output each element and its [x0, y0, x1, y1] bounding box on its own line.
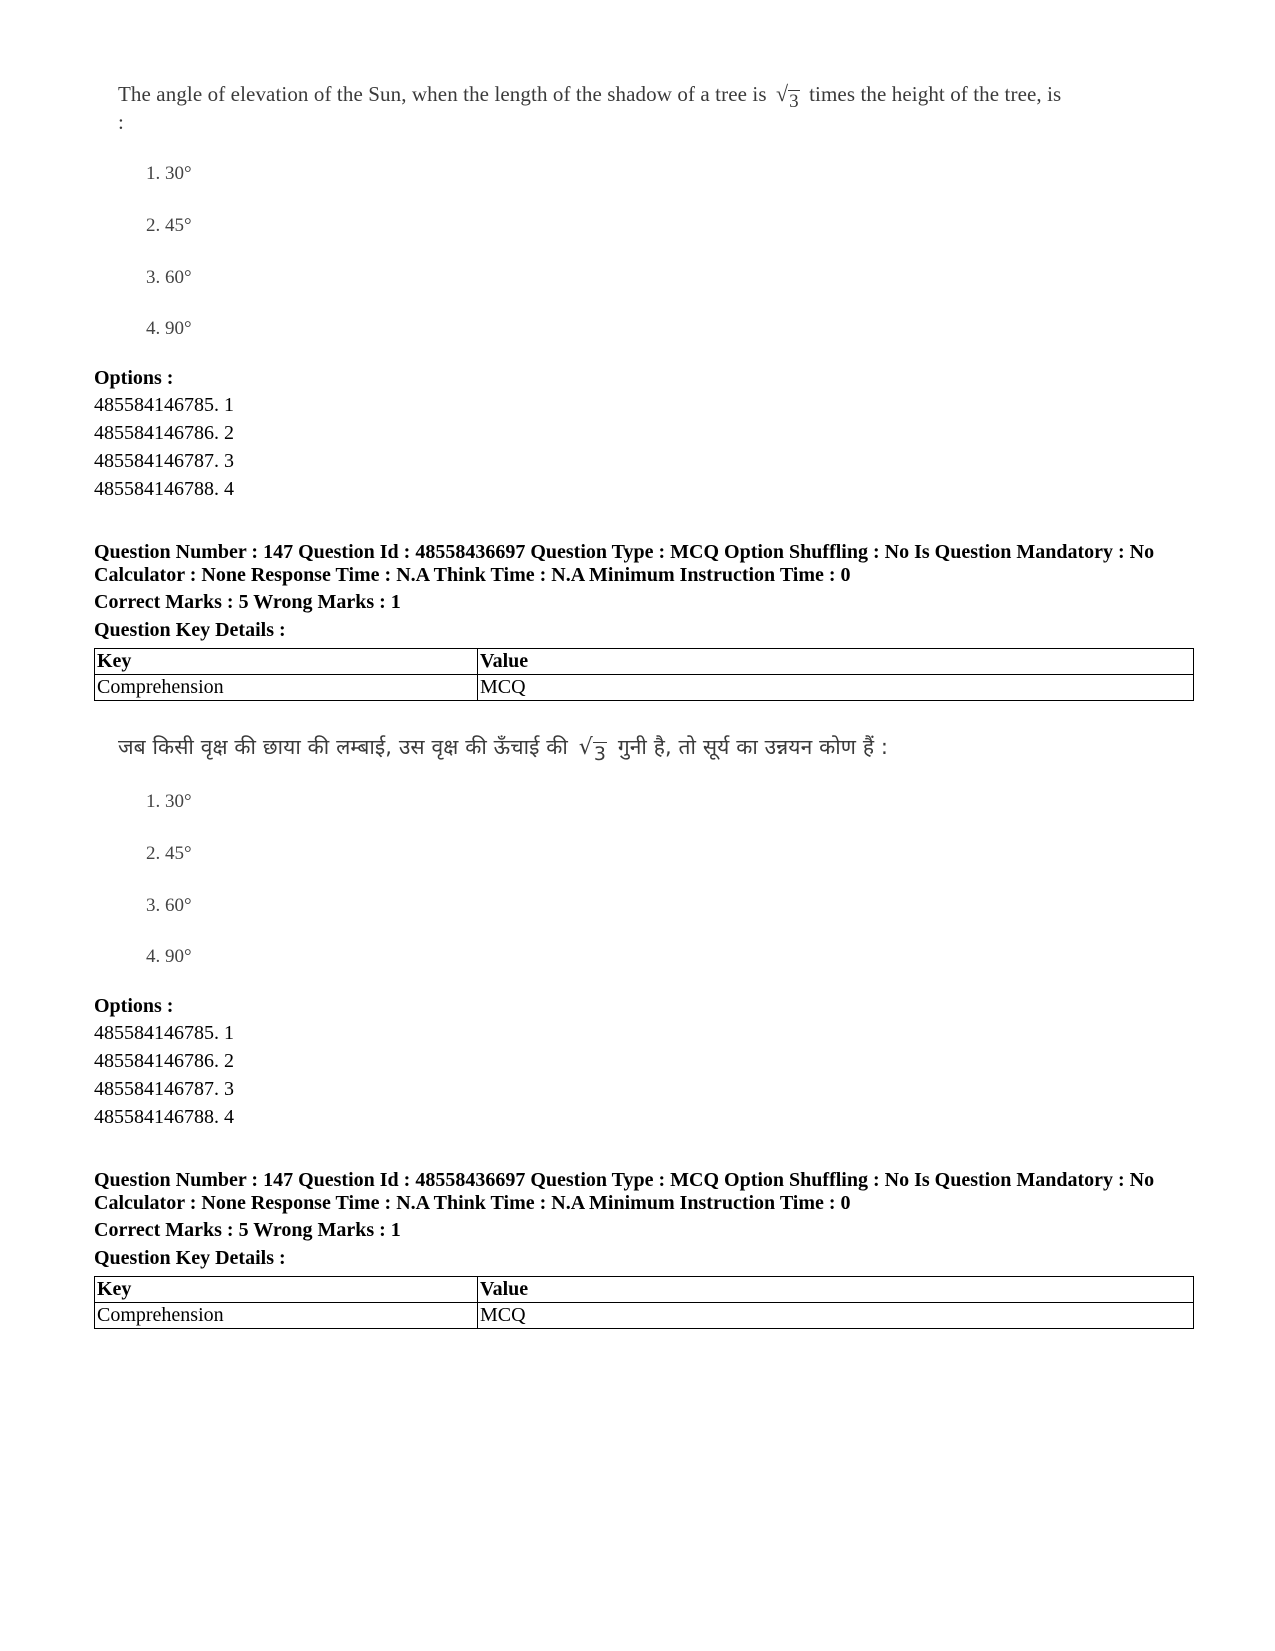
option-line: 485584146786. 2 [94, 1050, 234, 1072]
table-row [95, 1303, 1194, 1329]
sqrt-symbol: √3 [775, 81, 799, 112]
question-text-end: : [118, 110, 124, 134]
choice-item: 4. 90° [146, 946, 192, 967]
table-row [95, 675, 1194, 701]
question-text-continued: times the height of the tree, is [809, 82, 1062, 106]
question-text-continued: गुनी है, तो सूर्य का उन्नयन कोण हैं : [617, 735, 889, 759]
choice-item: 4. 90° [146, 318, 192, 339]
table-header-cell: Key [95, 1277, 478, 1303]
sqrt-symbol: √3 [578, 735, 607, 765]
choice-item: 3. 60° [146, 267, 192, 288]
options-title: Options : [94, 995, 174, 1017]
key-details-title: Question Key Details : [94, 619, 286, 641]
options-title: Options : [94, 367, 174, 389]
question-meta: Question Number : 147 Question Id : 48558436697 Question Type : MCQ Option Shuffling : No Is Question Mandatory : No Calculator : None Response Time : N.A Think Time : N.A Minimum Instruction Time : 0 [94, 541, 1155, 586]
question-image-hindi [118, 734, 1178, 765]
key-details-table [94, 1276, 1194, 1329]
option-line: 485584146788. 4 [94, 478, 234, 500]
table-header-cell: Value [478, 1277, 1194, 1303]
table-cell: MCQ [478, 675, 1194, 701]
key-details-title: Question Key Details : [94, 1247, 286, 1269]
option-line: 485584146788. 4 [94, 1106, 234, 1128]
table-cell: Comprehension [95, 1303, 478, 1329]
table-cell: MCQ [478, 1303, 1194, 1329]
option-line: 485584146786. 2 [94, 422, 234, 444]
key-details-table [94, 648, 1194, 701]
marks-line: Correct Marks : 5 Wrong Marks : 1 [94, 1219, 401, 1241]
choice-item: 2. 45° [146, 843, 192, 864]
option-line: 485584146787. 3 [94, 450, 234, 472]
choice-item: 3. 60° [146, 895, 192, 916]
question-text: जब किसी वृक्ष की छाया की लम्बाई, उस वृक्ष की ऊँचाई की [118, 735, 568, 759]
question-image-english [118, 80, 1178, 136]
choice-item: 1. 30° [146, 791, 192, 812]
choice-item: 1. 30° [146, 163, 192, 184]
option-line: 485584146785. 1 [94, 394, 234, 416]
marks-line: Correct Marks : 5 Wrong Marks : 1 [94, 591, 401, 613]
table-header-cell: Value [478, 649, 1194, 675]
option-line: 485584146787. 3 [94, 1078, 234, 1100]
table-cell: Comprehension [95, 675, 478, 701]
choice-item: 2. 45° [146, 215, 192, 236]
question-meta: Question Number : 147 Question Id : 48558436697 Question Type : MCQ Option Shuffling : No Is Question Mandatory : No Calculator : None Response Time : N.A Think Time : N.A Minimum Instruction Time : 0 [94, 1169, 1155, 1214]
table-header-row [95, 1277, 1194, 1303]
table-header-row [95, 649, 1194, 675]
table-header-cell: Key [95, 649, 478, 675]
question-text: The angle of elevation of the Sun, when the length of the shadow of a tree is [118, 82, 767, 106]
option-line: 485584146785. 1 [94, 1022, 234, 1044]
